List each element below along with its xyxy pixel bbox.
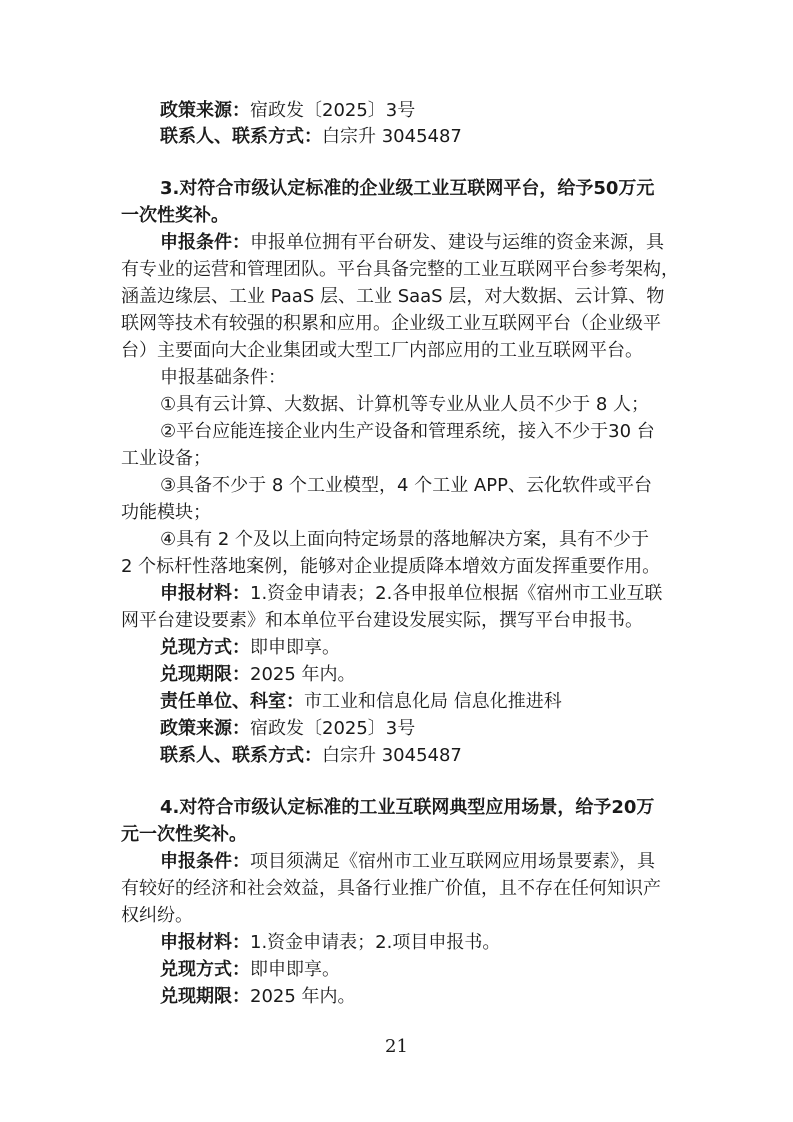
materials-label: 申报材料： <box>160 932 250 953</box>
period-label: 兑现期限： <box>160 664 250 685</box>
contact-line <box>160 126 462 148</box>
period-value: 2025 年内。 <box>250 986 356 1007</box>
conditions-label: 申报条件： <box>160 851 250 872</box>
conditions-text: 项目须满足《宿州市工业互联网应用场景要素》，具 <box>250 851 655 872</box>
page-number: 21 <box>385 1036 408 1057</box>
basic-condition-2-cont: 工业设备； <box>121 448 211 469</box>
policy-source-value: 宿政发〔2025〕3号 <box>250 100 416 121</box>
item3-materials <box>160 583 662 605</box>
materials-label: 申报材料： <box>160 583 250 604</box>
contact-label: 联系人、联系方式： <box>160 126 322 147</box>
basic-condition-4-cont: 2 个标杆性落地案例，能够对企业提质降本增效方面发挥重要作用。 <box>121 556 661 577</box>
body-line: 权纠纷。 <box>121 905 193 926</box>
method-value: 即申即享。 <box>250 637 340 658</box>
item3-conditions <box>160 232 664 254</box>
item3-heading: 3.对符合市级认定标准的企业级工业互联网平台，给予50万元 <box>160 178 655 199</box>
method-label: 兑现方式： <box>160 959 250 980</box>
body-line: 有较好的经济和社会效益，具备行业推广价值，且不存在任何知识产 <box>121 878 661 899</box>
body-line: 有专业的运营和管理团队。平台具备完整的工业互联网平台参考架构， <box>121 259 679 280</box>
unit-value: 市工业和信息化局 信息化推进科 <box>304 691 562 712</box>
conditions-text: 申报单位拥有平台研发、建设与运维的资金来源，具 <box>250 232 664 253</box>
conditions-label: 申报条件： <box>160 232 250 253</box>
unit-label: 责任单位、科室： <box>160 691 304 712</box>
item4-heading: 4.对符合市级认定标准的工业互联网典型应用场景，给予20万 <box>160 797 655 818</box>
item4-heading-cont: 元一次性奖补。 <box>121 824 247 845</box>
period-label: 兑现期限： <box>160 986 250 1007</box>
materials-text: 1.资金申请表；2.项目申报书。 <box>250 932 501 953</box>
body-line: 涵盖边缘层、工业 PaaS 层、工业 SaaS 层，对大数据、云计算、物 <box>121 286 665 307</box>
item3-heading-cont: 一次性奖补。 <box>121 205 229 226</box>
item3-period <box>160 664 356 686</box>
method-label: 兑现方式： <box>160 637 250 658</box>
item4-method <box>160 959 340 981</box>
basic-conditions-title: 申报基础条件： <box>160 367 286 388</box>
policy-source-line <box>160 100 415 122</box>
method-value: 即申即享。 <box>250 959 340 980</box>
item3-contact <box>160 745 462 767</box>
basic-condition-1: ①具有云计算、大数据、计算机等专业从业人员不少于 8 人； <box>160 394 650 415</box>
item3-unit <box>160 691 562 713</box>
item3-method <box>160 637 340 659</box>
body-line: 联网等技术有较强的积累和应用。企业级工业互联网平台（企业级平 <box>121 313 661 334</box>
item4-period <box>160 986 356 1008</box>
body-line: 网平台建设要素》和本单位平台建设发展实际，撰写平台申报书。 <box>121 610 643 631</box>
contact-value: 白宗升 3045487 <box>322 745 462 766</box>
body-line: 台）主要面向大企业集团或大型工厂内部应用的工业互联网平台。 <box>121 340 643 361</box>
policy-source-label: 政策来源： <box>160 718 250 739</box>
basic-condition-3-cont: 功能模块； <box>121 502 211 523</box>
basic-condition-2: ②平台应能连接企业内生产设备和管理系统，接入不少于30 台 <box>160 421 655 442</box>
policy-source-label: 政策来源： <box>160 100 250 121</box>
period-value: 2025 年内。 <box>250 664 356 685</box>
policy-source-value: 宿政发〔2025〕3号 <box>250 718 416 739</box>
item3-source <box>160 718 415 740</box>
basic-condition-3: ③具备不少于 8 个工业模型，4 个工业 APP、云化软件或平台 <box>160 475 652 496</box>
contact-label: 联系人、联系方式： <box>160 745 322 766</box>
item4-conditions <box>160 851 655 873</box>
materials-text: 1.资金申请表；2.各申报单位根据《宿州市工业互联 <box>250 583 663 604</box>
item4-materials <box>160 932 500 954</box>
contact-value: 白宗升 3045487 <box>322 126 462 147</box>
basic-condition-4: ④具有 2 个及以上面向特定场景的落地解决方案，具有不少于 <box>160 529 650 550</box>
